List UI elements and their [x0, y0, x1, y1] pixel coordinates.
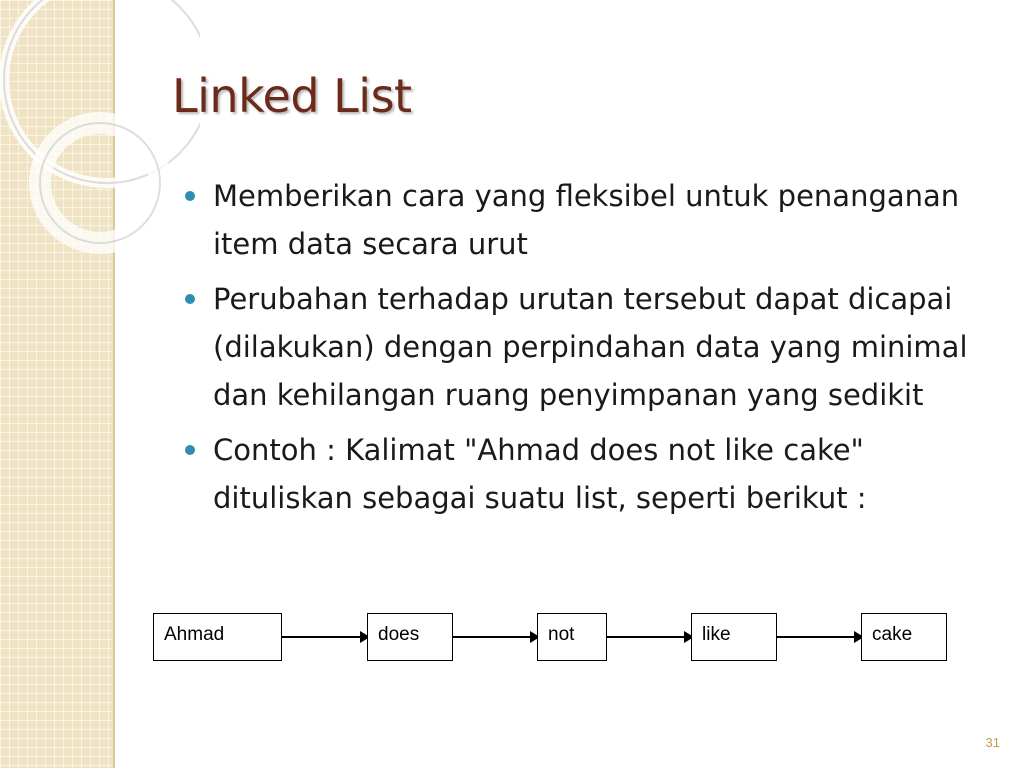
bullet-dot-icon	[185, 191, 195, 201]
bullet-item	[183, 275, 998, 419]
arrowhead-icon	[530, 631, 540, 643]
list-node: Ahmad	[153, 613, 282, 661]
list-node: cake	[861, 613, 947, 661]
arrow-connector	[777, 636, 862, 638]
arrowhead-icon	[360, 631, 370, 643]
arrow-connector	[282, 636, 368, 638]
arrow-connector	[607, 636, 692, 638]
list-node: not	[537, 613, 607, 661]
arrow-connector	[453, 636, 538, 638]
bullet-dot-icon	[185, 445, 195, 455]
bullet-list	[183, 172, 998, 529]
list-node: like	[691, 613, 777, 661]
bullet-text: Perubahan terhadap urutan tersebut dapat dicapai (dilakukan) dengan perpindahan data yang minimal dan kehilangan ruang penyimpanan yang sedikit	[213, 282, 968, 412]
bullet-dot-icon	[185, 294, 195, 304]
bullet-item	[183, 172, 998, 268]
slide-title: Linked List	[172, 69, 412, 123]
list-node: does	[367, 613, 453, 661]
page-number: 31	[985, 735, 1000, 750]
decorative-circles	[0, 0, 200, 260]
bullet-text: Memberikan cara yang fleksibel untuk penanganan item data secara urut	[213, 179, 960, 261]
bullet-text: Contoh : Kalimat "Ahmad does not like cake" dituliskan sebagai suatu list, seperti berikut :	[213, 433, 867, 515]
arrowhead-icon	[854, 631, 864, 643]
arrowhead-icon	[684, 631, 694, 643]
bullet-item	[183, 426, 998, 522]
